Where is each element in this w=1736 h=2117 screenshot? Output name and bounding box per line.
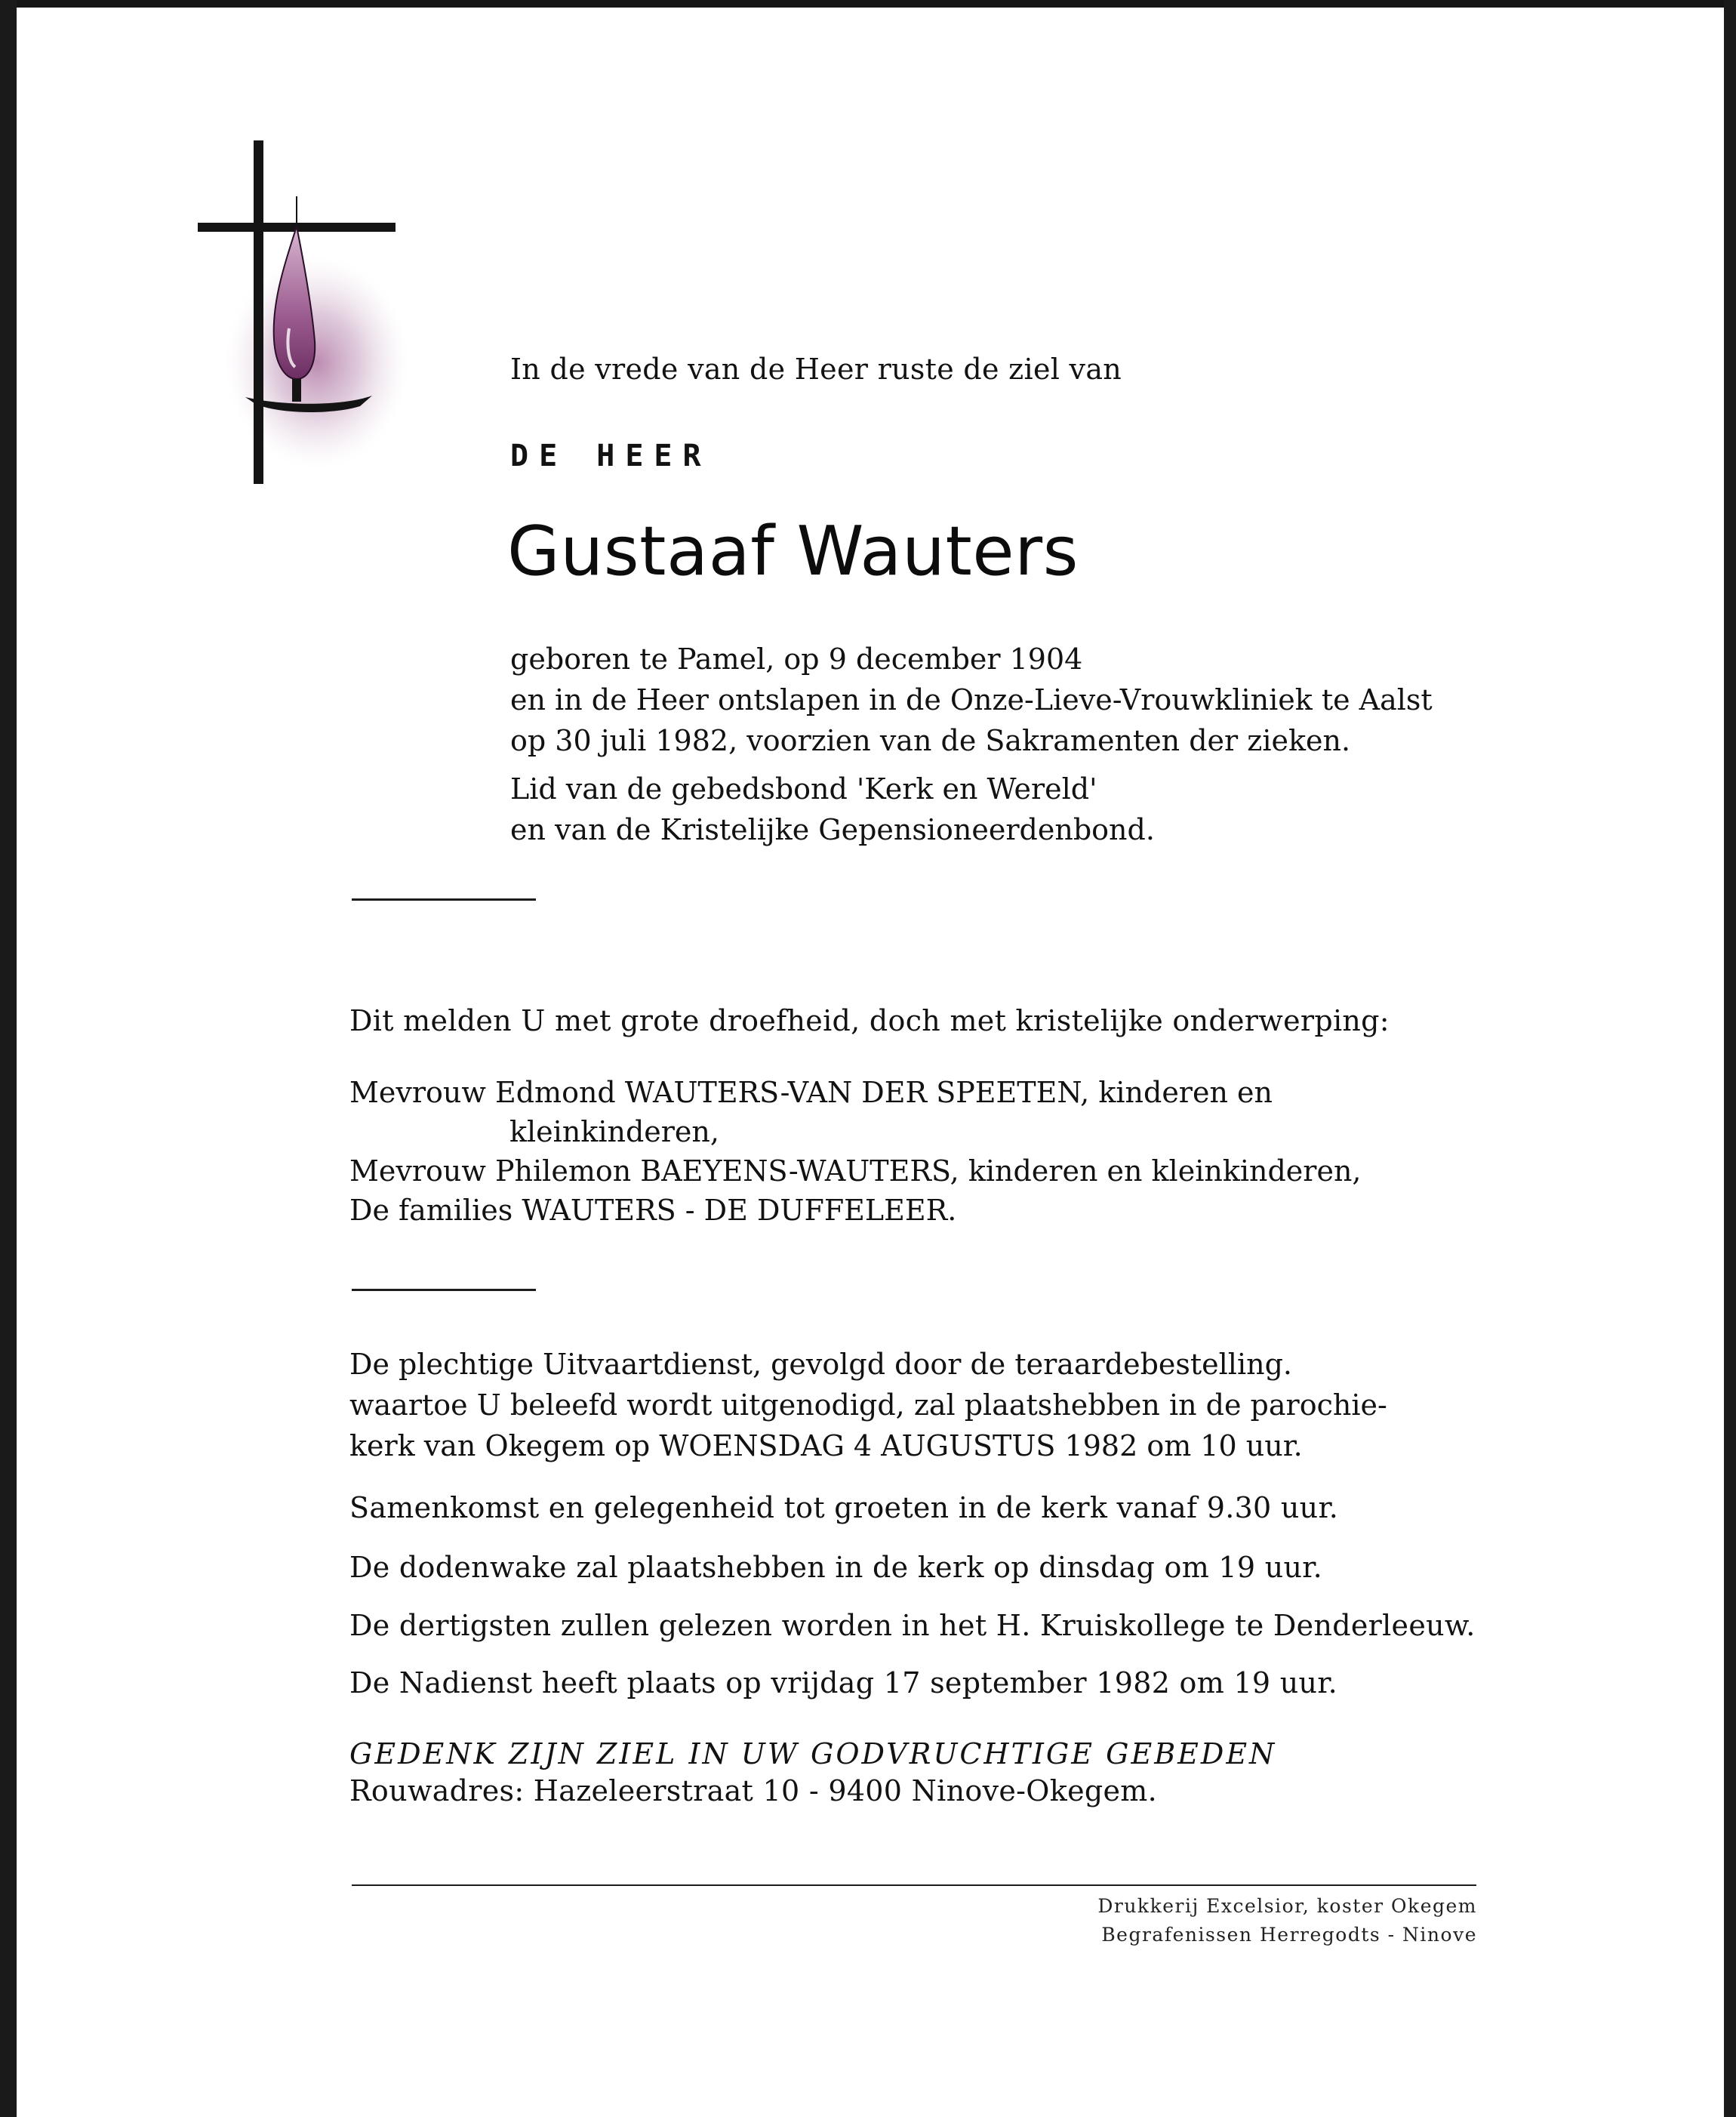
biography-block [510, 639, 1433, 761]
scan-edge-top [0, 0, 1736, 8]
honorific-title: DE HEER [510, 439, 712, 473]
family-list [349, 1073, 1362, 1230]
funeral-line: waartoe U beleefd wordt uitgenodigd, zal plaatshebben in de parochie- [349, 1388, 1387, 1422]
announcement-line: Dit melden U met grote droefheid, doch met kristelijke onderwerping: [349, 1004, 1390, 1037]
family-line: kleinkinderen, [509, 1115, 719, 1148]
intro-line: In de vrede van de Heer ruste de ziel van [510, 353, 1122, 386]
birth-line: geboren te Pamel, op 9 december 1904 [510, 642, 1083, 676]
death-date-line: op 30 juli 1982, voorzien van de Sakramenten der zieken. [510, 724, 1351, 757]
membership-line: en van de Kristelijke Gepensioneerdenbond. [510, 813, 1155, 846]
prayer-request: GEDENK ZIJN ZIEL IN UW GODVRUCHTIGE GEBEDEN [349, 1737, 1277, 1770]
printer-line: Drukkerij Excelsior, koster Okegem [1097, 1895, 1477, 1917]
membership-line: Lid van de gebedsbond 'Kerk en Wereld' [510, 772, 1097, 806]
scan-edge-left [0, 0, 17, 2117]
scan-edge-right [1724, 0, 1736, 2117]
death-place-line: en in de Heer ontslapen in de Onze-Lieve-Vrouwkliniek te Aalst [510, 683, 1433, 716]
printer-credits [1097, 1892, 1477, 1949]
funeral-line: De plechtige Uitvaartdienst, gevolgd door de teraardebestelling. [349, 1348, 1292, 1381]
family-line: Mevrouw Philemon BAEYENS-WAUTERS, kinderen en kleinkinderen, [349, 1154, 1362, 1188]
footer-rule [352, 1884, 1476, 1886]
funeral-service-block [349, 1344, 1387, 1466]
memorial-line: De Nadienst heeft plaats op vrijdag 17 september 1982 om 19 uur. [349, 1666, 1337, 1699]
cross-with-candle-flame-icon [192, 136, 411, 491]
gathering-line: Samenkomst en gelegenheid tot groeten in de kerk vanaf 9.30 uur. [349, 1491, 1339, 1524]
section-divider [352, 1289, 536, 1291]
mourning-address: Rouwadres: Hazeleerstraat 10 - 9400 Ninove-Okegem. [349, 1774, 1157, 1807]
membership-block [510, 769, 1155, 850]
deceased-name: Gustaaf Wauters [507, 512, 1079, 591]
wake-line: De dodenwake zal plaatshebben in de kerk op dinsdag om 19 uur. [349, 1551, 1322, 1584]
undertaker-line: Begrafenissen Herregodts - Ninove [1101, 1924, 1477, 1946]
funeral-line: kerk van Okegem op WOENSDAG 4 AUGUSTUS 1982 om 10 uur. [349, 1429, 1303, 1462]
family-line: De families WAUTERS - DE DUFFELEER. [349, 1194, 957, 1227]
section-divider [352, 898, 536, 901]
masses-line: De dertigsten zullen gelezen worden in het H. Kruiskollege te Denderleeuw. [349, 1609, 1476, 1642]
family-line: Mevrouw Edmond WAUTERS-VAN DER SPEETEN, kinderen en [349, 1076, 1273, 1109]
